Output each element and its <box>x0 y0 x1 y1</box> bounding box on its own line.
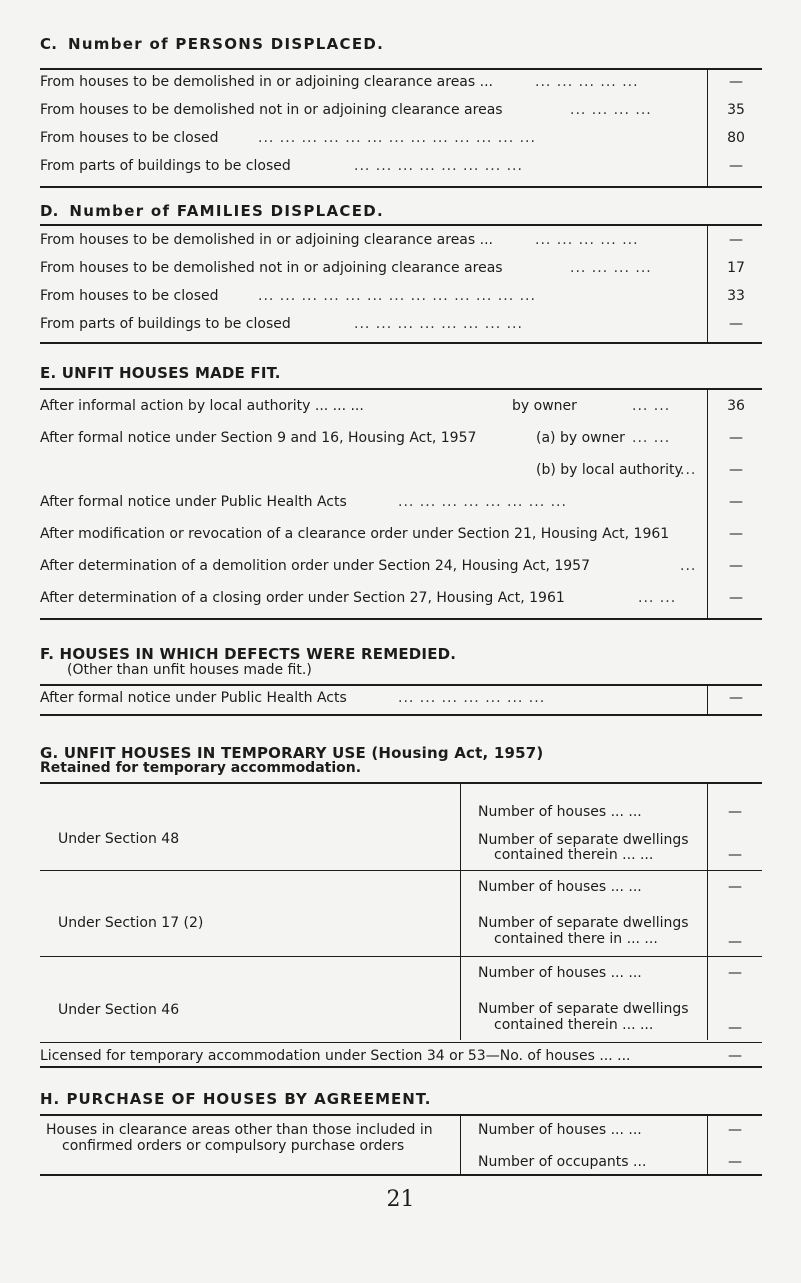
section-c-title-text: Number of PERSONS DISPLACED. <box>67 35 385 53</box>
section-e-title: E. UNFIT HOUSES MADE FIT. <box>40 364 281 382</box>
row-sublabel: (b) by local authority <box>536 462 683 478</box>
houses-label: Number of houses ... ... <box>478 965 642 981</box>
table-row <box>40 590 762 612</box>
section-d-title-text: Number of FAMILIES DISPLACED. <box>69 202 385 220</box>
row-label: After formal notice under Section 9 and 16, Housing Act, 1957 <box>40 430 477 446</box>
section-h-table <box>40 1114 762 1176</box>
row-value: — <box>729 590 743 606</box>
table-row <box>40 558 762 580</box>
occupants-label: Number of occupants ... <box>478 1154 647 1170</box>
table-row <box>40 288 762 310</box>
group-section-label: Under Section 46 <box>58 1002 180 1018</box>
section-g-subtitle: Retained for temporary accommodation. <box>40 760 362 776</box>
row-leader-dots: ... ... ... ... ... ... ... ... <box>354 158 523 174</box>
licensed-label: Licensed for temporary accommodation under Section 34 or 53—No. of houses ... ... <box>40 1048 631 1064</box>
row-value: 80 <box>727 130 745 146</box>
row-label: From houses to be closed <box>40 130 219 146</box>
houses-value: — <box>728 879 742 895</box>
group-section-label: Under Section 17 (2) <box>58 915 204 931</box>
row-label: After informal action by local authority ... ... ... <box>40 398 364 414</box>
row-value: 36 <box>727 398 745 414</box>
row-label: After formal notice under Public Health Acts <box>40 690 347 706</box>
table-row <box>40 232 762 254</box>
row-value: — <box>729 558 743 574</box>
row-label: From houses to be demolished in or adjoining clearance areas ... <box>40 74 493 90</box>
row-label: After determination of a closing order under Section 27, Housing Act, 1961 <box>40 590 565 606</box>
row-leader-dots: ... ... ... ... ... ... ... ... ... ... ... ... ... <box>258 130 536 146</box>
row-label: From houses to be closed <box>40 288 219 304</box>
row-leader-dots: ... ... ... ... ... <box>535 232 639 248</box>
table-row <box>40 690 762 712</box>
row-leader-dots: ... ... <box>638 590 677 606</box>
dwellings-label: Number of separate dwellings <box>478 915 689 931</box>
row-value: 17 <box>727 260 745 276</box>
value-column-divider <box>707 1116 708 1174</box>
table-row <box>40 260 762 282</box>
row-value: — <box>729 690 743 706</box>
row-value: — <box>729 494 743 510</box>
section-g-table <box>40 782 762 1068</box>
row-value: 33 <box>727 288 745 304</box>
houses-label: Number of houses ... ... <box>478 879 642 895</box>
row-sublabel: by owner <box>512 398 577 414</box>
houses-value: — <box>728 1122 742 1138</box>
table-row <box>40 398 762 420</box>
dwellings-value: — <box>728 847 742 863</box>
row-value: — <box>729 232 743 248</box>
group-section-label: Under Section 48 <box>58 831 180 847</box>
page-number: 21 <box>386 1187 415 1212</box>
section-f-table <box>40 684 762 716</box>
row-leader-dots: ... ... ... ... ... <box>535 74 639 90</box>
section-c-prefix: C. <box>40 35 58 53</box>
table-row <box>40 494 762 516</box>
row-value: — <box>729 316 743 332</box>
group-divider <box>40 870 762 871</box>
dwellings-value: — <box>728 1020 742 1036</box>
row-value: 35 <box>727 102 745 118</box>
row-value: — <box>729 74 743 90</box>
row-leader-dots: ... ... ... ... <box>570 102 652 118</box>
row-leader-dots: ... ... <box>632 430 671 446</box>
purchase-description-continued: confirmed orders or compulsory purchase orders <box>62 1138 405 1154</box>
row-label: After modification or revocation of a clearance order under Section 21, Housing Act, 1961 <box>40 526 670 542</box>
label-column-divider <box>460 1116 461 1174</box>
table-row <box>40 74 762 96</box>
dwellings-label-continued: contained there in ... ... <box>494 931 658 947</box>
row-value: — <box>729 526 743 542</box>
houses-label: Number of houses ... ... <box>478 1122 642 1138</box>
dwellings-label-continued: contained therein ... ... <box>494 1017 654 1033</box>
group-divider <box>40 1042 762 1043</box>
section-f-subtitle: (Other than unfit houses made fit.) <box>67 662 312 678</box>
row-value: — <box>729 430 743 446</box>
section-d-table <box>40 224 762 344</box>
section-h-title: H. PURCHASE OF HOUSES BY AGREEMENT. <box>40 1090 432 1108</box>
section-f-title: F. HOUSES IN WHICH DEFECTS WERE REMEDIED. <box>40 645 457 663</box>
table-row <box>40 158 762 180</box>
row-label: After formal notice under Public Health Acts <box>40 494 347 510</box>
row-label: From houses to be demolished not in or adjoining clearance areas <box>40 102 503 118</box>
row-leader-dots: ... ... ... ... ... ... ... ... <box>354 316 523 332</box>
houses-value: — <box>728 965 742 981</box>
value-column-divider <box>707 784 708 1040</box>
table-row <box>40 130 762 152</box>
table-row <box>40 462 762 484</box>
row-value: — <box>729 462 743 478</box>
row-leader-dots: ... ... ... ... ... ... ... <box>398 690 546 706</box>
row-leader-dots: ... <box>680 462 697 478</box>
purchase-description: Houses in clearance areas other than those included in <box>46 1122 433 1138</box>
row-label: From parts of buildings to be closed <box>40 316 291 332</box>
row-value: — <box>729 158 743 174</box>
dwellings-label: Number of separate dwellings <box>478 1001 689 1017</box>
row-label: From houses to be demolished in or adjoining clearance areas ... <box>40 232 493 248</box>
table-row <box>40 316 762 338</box>
section-d-title <box>40 202 384 220</box>
section-g-title: G. UNFIT HOUSES IN TEMPORARY USE (Housing Act, 1957) <box>40 744 544 762</box>
row-sublabel: (a) by owner <box>536 430 625 446</box>
table-row <box>40 102 762 124</box>
licensed-value: — <box>728 1048 742 1064</box>
row-leader-dots: ... ... <box>632 398 671 414</box>
row-leader-dots: ... ... ... ... ... ... ... ... ... ... ... ... ... <box>258 288 536 304</box>
row-leader-dots: ... ... ... ... ... ... ... ... <box>398 494 567 510</box>
row-label: From parts of buildings to be closed <box>40 158 291 174</box>
houses-label: Number of houses ... ... <box>478 804 642 820</box>
occupants-value: — <box>728 1154 742 1170</box>
section-c-title <box>40 35 384 53</box>
section-e-table <box>40 388 762 620</box>
houses-value: — <box>728 804 742 820</box>
row-leader-dots: ... ... ... ... <box>570 260 652 276</box>
label-column-divider <box>460 784 461 1040</box>
row-label: After determination of a demolition order under Section 24, Housing Act, 1957 <box>40 558 590 574</box>
table-row <box>40 526 762 548</box>
dwellings-label-continued: contained therein ... ... <box>494 847 654 863</box>
dwellings-value: — <box>728 934 742 950</box>
group-divider <box>40 956 762 957</box>
section-d-prefix: D. <box>40 202 59 220</box>
section-c-table <box>40 68 762 188</box>
table-row <box>40 430 762 452</box>
row-leader-dots: ... <box>680 558 697 574</box>
row-label: From houses to be demolished not in or adjoining clearance areas <box>40 260 503 276</box>
dwellings-label: Number of separate dwellings <box>478 832 689 848</box>
